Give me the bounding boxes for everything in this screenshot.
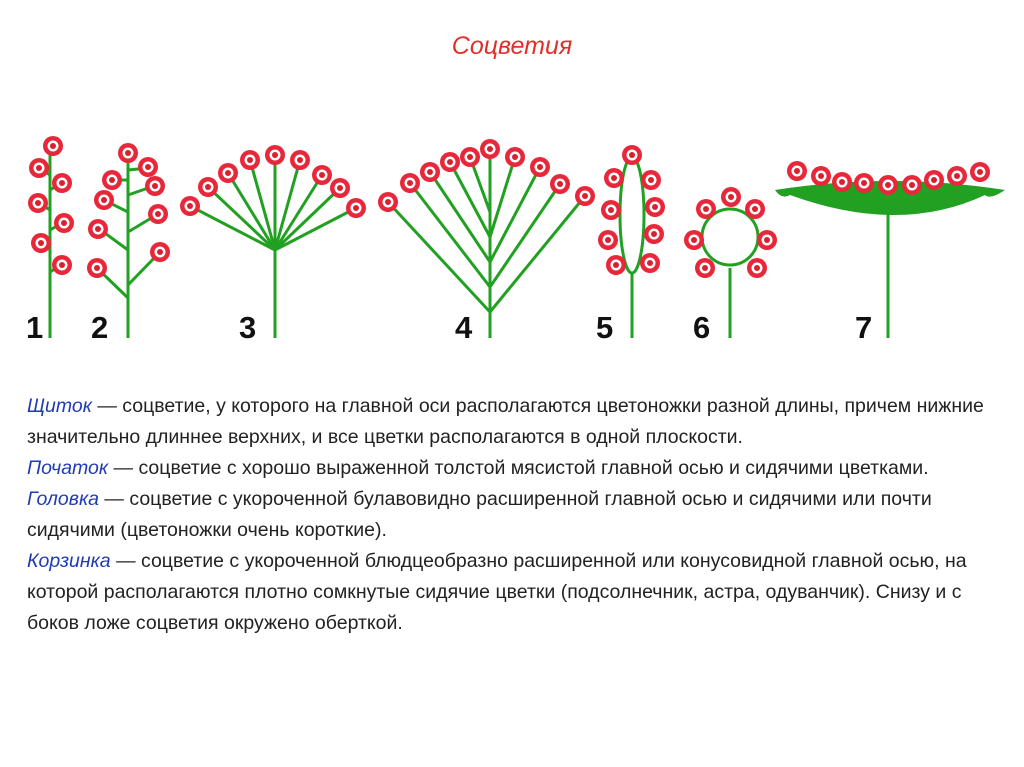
flowers-3 (180, 145, 366, 218)
inflorescence-7 (775, 181, 1005, 338)
slide-title: Соцветия (451, 32, 573, 60)
definition-text-korzinka: — соцветие с укороченной блюдцеобразно расширенной или конусовидной главной осью, на которой располагаются плотно сомкнутые сидячие цветки (подсолнечник, астра, одуванчик). Снизу и с боков ложе соцветия окружено оберткой. (27, 550, 967, 634)
term-shchitok: Щиток (27, 395, 92, 417)
term-pochatok: Початок (27, 457, 109, 479)
definition-korzinka (27, 546, 1002, 639)
label-7: 7 (855, 310, 873, 345)
inflorescence-diagram (0, 120, 1024, 360)
label-4: 4 (455, 310, 473, 345)
inflorescence-5 (620, 157, 644, 338)
definition-text-shchitok: — соцветие, у которого на главной оси располагаются цветоножки разной длины, причем нижние значительно длиннее верхних, и все цветки располагаются в одной плоскости. (27, 395, 984, 448)
label-3: 3 (239, 310, 257, 345)
definition-text-pochatok: — соцветие с хорошо выраженной толстой мясистой главной осью и сидячими цветками. (108, 457, 929, 479)
definition-pochatok (27, 453, 1002, 484)
term-golovka: Головка (27, 488, 100, 510)
definition-shchitok (27, 391, 1002, 453)
label-2: 2 (91, 310, 109, 345)
label-1: 1 (26, 310, 44, 345)
term-korzinka: Корзинка (27, 550, 111, 572)
label-5: 5 (596, 310, 614, 345)
definitions (27, 391, 1002, 639)
label-6: 6 (693, 310, 711, 345)
definition-golovka (27, 484, 1002, 546)
definition-text-golovka: — соцветие с укороченной булавовидно расширенной главной осью и сидячими или почти сидячими (цветоножки очень короткие). (27, 488, 932, 541)
flowers-5 (598, 145, 665, 275)
